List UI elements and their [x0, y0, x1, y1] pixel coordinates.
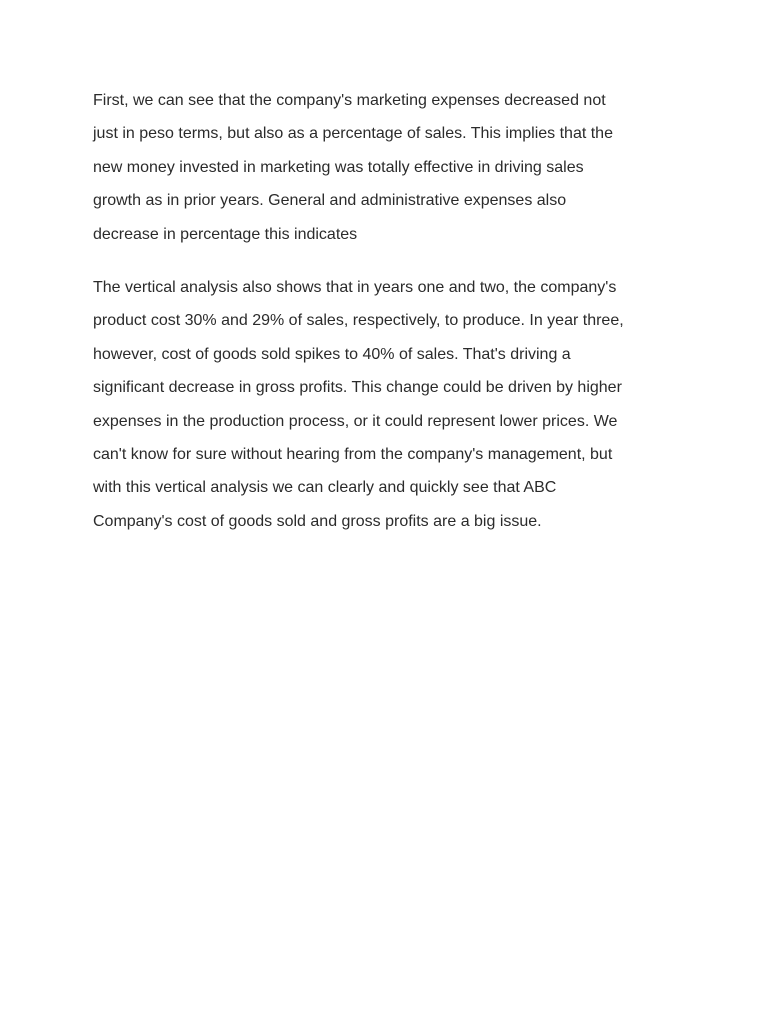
text-line: with this vertical analysis we can clearly and quickly see that ABC	[93, 479, 557, 497]
text-line: decrease in percentage this indicates	[93, 225, 358, 243]
text-line: product cost 30% and 29% of sales, respectively, to produce. In year three,	[93, 312, 624, 330]
document-body	[93, 84, 693, 538]
text-line: Company's cost of goods sold and gross profits are a big issue.	[93, 512, 542, 530]
paragraph-marketing-expenses	[93, 84, 693, 251]
text-line: just in peso terms, but also as a percentage of sales. This implies that the	[93, 125, 613, 143]
text-line: can't know for sure without hearing from the company's management, but	[93, 446, 613, 464]
text-line: growth as in prior years. General and administrative expenses also	[93, 192, 567, 210]
text-line: new money invested in marketing was totally effective in driving sales	[93, 158, 584, 176]
paragraph-vertical-analysis	[93, 271, 693, 538]
text-line: The vertical analysis also shows that in years one and two, the company's	[93, 279, 617, 297]
text-line: First, we can see that the company's marketing expenses decreased not	[93, 92, 606, 109]
text-line: however, cost of goods sold spikes to 40% of sales. That's driving a	[93, 345, 571, 363]
text-line: significant decrease in gross profits. This change could be driven by higher	[93, 379, 622, 397]
text-line: expenses in the production process, or it could represent lower prices. We	[93, 412, 618, 430]
